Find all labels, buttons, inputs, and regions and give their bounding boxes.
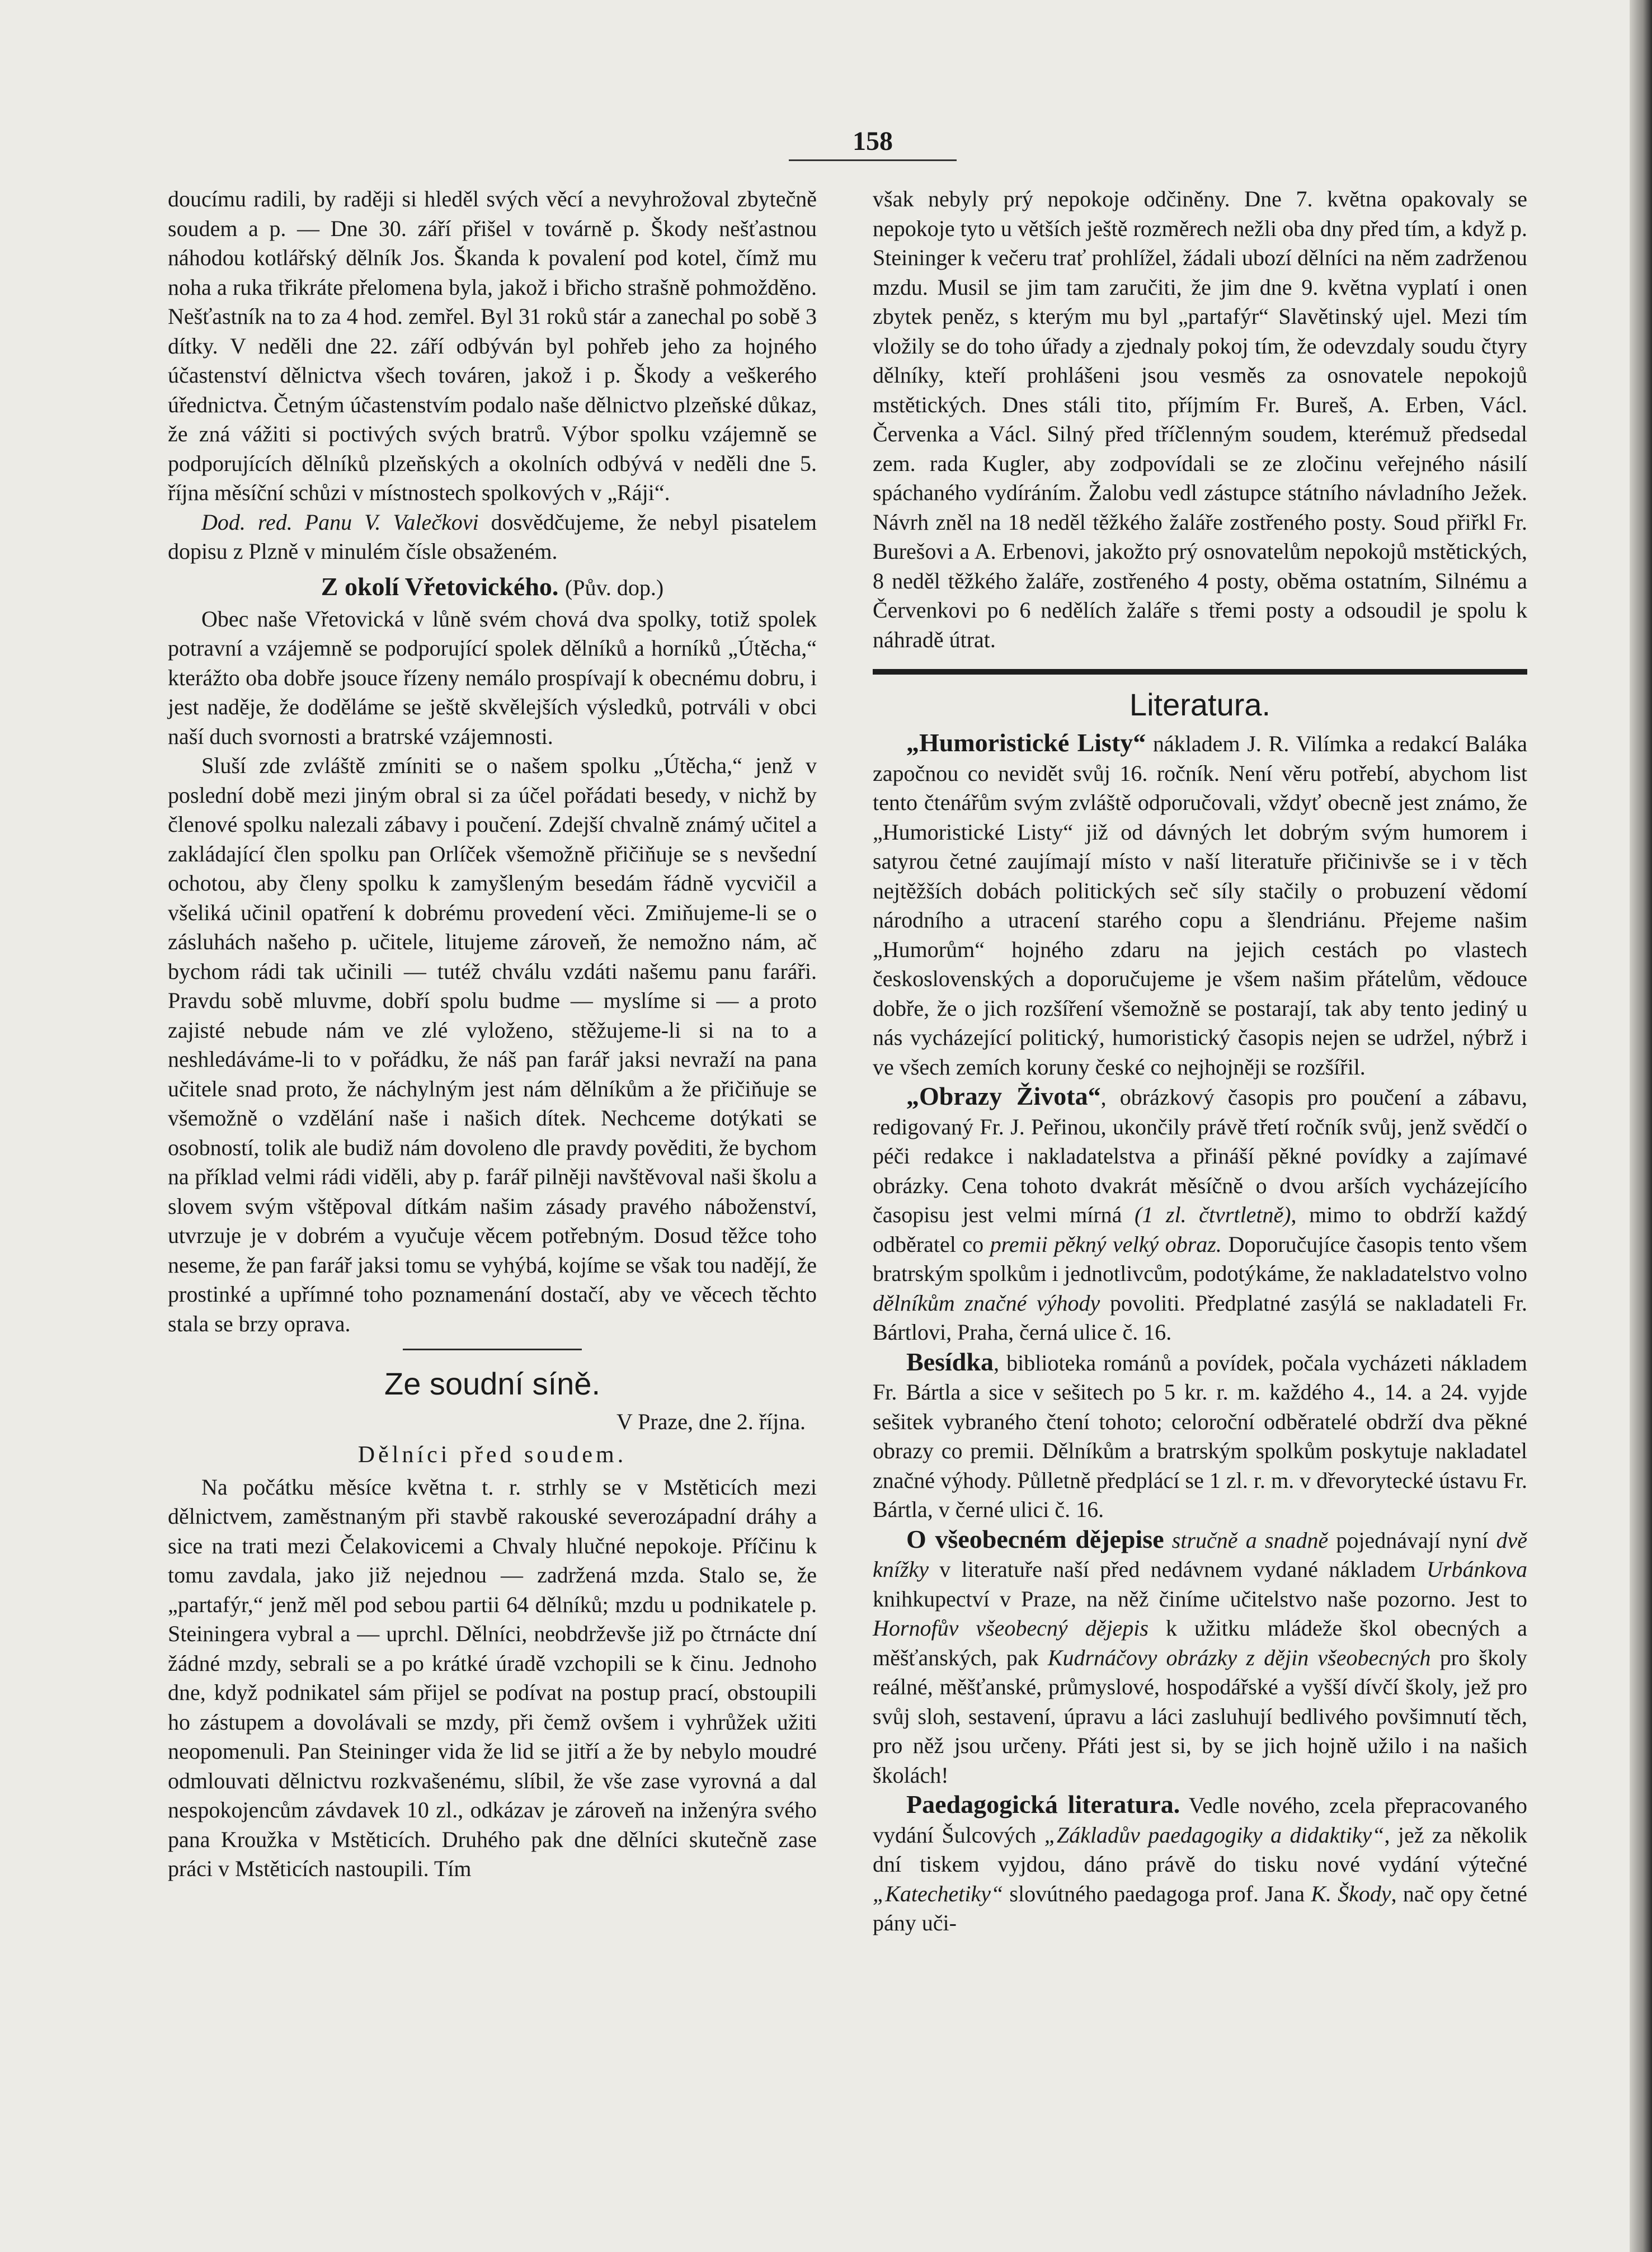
review-text: , biblioteka románů a povídek, počala vycházeti nákladem Fr. Bártla a sice v sešitech po 5 kr. r. m. každého 4., 14. a 24. vyjde sešitek vybraného čtení tohoto; celoroční odběratelé obdrží dva pěkné obrazy co premii. Dělníkům a bratrským spolkům poskytuje nakladatel značné výhody. Půlletně předplácí se 1 zl. r. m. v dřevorytecké ústavu Fr. Bártla, v černé ulici č. 16. [873,1350,1527,1522]
review-title: Besídka [906,1347,994,1376]
review-text: v literatuře naší před nedávnem vydané nákladem [928,1557,1427,1582]
review-obrazy-zivota [873,1082,1527,1348]
article-continuation: doucímu radili, by raději si hleděl svých věcí a nevyhrožoval zbytečně soudem a p. — Dne 30. září přišel v továrně p. Škody nešťastnou náhodou kotlářský dělník Jos. Škanda k povalení pod kotel, čímž mu noha a ruka třikráte přelomena byla, jakož i břicho strašně pohmožděno. Nešťastník na to za 4 hod. zemřel. Byl 31 roků stár a zanechal po sobě 3 dítky. V neděli dne 22. září odbýván byl pohřeb jeho za hojného účastenství dělnictva všech továren, jakož i p. Škody a veškerého úřednictva. Četným účastenstvím podalo naše dělnictvo plzeňské důkaz, že zná vážiti si poctivých svých bratrů. Výbor spolku vzájemně se podporujících dělníků plzeňských a okolních odbývá v neděli dne 5. října měsíční schůzi v místnostech spolkových v „Ráji“. [168,186,817,505]
review-text: pojednávají nyní [1328,1527,1496,1553]
section-heading-vretovice [168,570,817,605]
review-text: Vedle nového, zcela přepracovaného vydání Šulcových [873,1793,1527,1848]
review-text-italic: dělníkům značné výhody [873,1290,1100,1316]
review-title: Paedagogická literatura. [906,1790,1180,1818]
section-heading-literatura: Literatura. [1129,687,1271,722]
subheading-workers: Dělníci před soudem. [357,1441,627,1468]
review-title: „Humoristické Listy“ [906,728,1146,757]
review-text-italic: „Katechetiky“ [873,1881,1004,1906]
section-heading-court: Ze soudní síně. [384,1366,600,1401]
review-text-italic: „Základův paedagogiky a didaktiky“ [1044,1822,1385,1848]
paragraph: Na počátku měsíce května t. r. strhly se v Mstěticích mezi dělnictvem, zaměstnaným při stavbě rakouské severozápadní dráhy a sice na trati mezi Čelakovicemi a Chvaly hlučné nepokoje. Příčinu k tomu zavdala, jako již nejednou — zadržená mzda. Stalo se, že „partafýr,“ jenž měl pod sebou partii 64 dělníků; mzdu u podnikatele p. Steiningera vybral a — uprchl. Dělníci, neobdrževše již po čtrnácte dní žádné mzdy, sebrali se a po krátké úradě vzchopili se k činu. Jednoho dne, když podnikatel sám přijel se podívat na postup prací, obstoupili ho zástupem a dovolávali se mzdy, při čemž ovšem i vyhrůžek užiti neopomenuli. Pan Steininger vida že lid se jitří a že by nebylo moudré odmlouvati dělnictvu rozkvašenému, slíbil, že vše zase vyrovná a dal nespokojencům závdavek 10 zl., odkázav je zároveň na inženýra svého pana Kroužka v Mstěticích. Druhého pak dne dělníci skutečně zase práci v Mstěticích nastoupili. Tím [168,1474,817,1881]
review-title: „Obrazy Života“ [906,1082,1101,1110]
review-dejepis [873,1525,1527,1791]
review-text: povoliti. Předplatné zasýlá se nakladateli Fr. Bártlovi, Praha, černá ulice č. 16. [873,1290,1527,1345]
review-text: pro školy reálné, měšťanské, průmyslové, hospodářské a vyšší dívčí školy, jež pro svůj sloh, sestavení, úpravu a láci zasluhují bedlivého povšimnutí těch, pro něž jsou určeny. Přáti jest si, by se jich hojně užilo i na našich školách! [873,1645,1527,1788]
review-text: , mimo to obdrží každý odběratel co [873,1202,1527,1257]
review-text-italic: K. Škody [1311,1881,1391,1906]
section-divider [403,1349,582,1350]
review-text: k užitku mládeže škol obecných a měšťanských, pak [873,1615,1527,1670]
article-continuation: však nebyly prý nepokoje odčiněny. Dne 7. května opakovaly se nepokoje tyto u větších ještě rozměrech nežli oba dny před tím, a když p. Steininger k večeru trať prohlížel, žádali ubozí dělníci na něm zadrženou mzdu. Musil se jim tam zaručiti, že jim dne 9. května vyplatí i onen zbytek peněz, s kterým mu byl „partafýr“ Slavětinský ujel. Mezi tím vložily se do toho úřady a zjednaly pokoj tím, že odevzdaly soudu čtyry dělníky, kteří prohlášeni jsou vesměs za osnovatele nepokojů mstětických. Dnes stáli tito, příjmím Fr. Bureš, A. Erben, Václ. Červenka a Václ. Silný před tříčlenným soudem, kterémuž předsedal zem. rada Kugler, aby zodpovídali se ze zločinu veřejného násilí spáchaného vydíráním. Žalobu vedl zástupce státního návladního Ježek. Návrh zněl na 18 neděl těžkého žaláře zostřeného posty. Soud přiřkl Fr. Burešovi a A. Erbenovi, jakožto prý osnovatelům nepokojů mstětických, 8 neděl těžkého žaláře, zostřeného 4 posty, oběma ostatním, Silnému a Červenkovi po 6 nedělích žaláře s třemi posty a odsoudil je spolu k náhradě útrat. [873,186,1527,652]
review-text-italic: Hornofův všeobecný dějepis [873,1615,1149,1641]
editorial-note-text: dosvědčujeme, že nebyl pisatelem dopisu z Plzně v minulém čísle obsaženém. [168,509,817,564]
right-column [873,185,1527,1938]
review-besidka [873,1348,1527,1525]
review-text-italic: dvě knížky [873,1527,1527,1582]
editorial-note-lead: Dod. red. Panu V. Valečkovi [201,509,479,535]
editorial-note [168,508,817,567]
review-text-italic: Kudrnáčovy obrázky z dějin všeobecných [1047,1645,1431,1670]
review-text: nákladem J. R. Vilímka a redakcí Baláka započnou co nevidět svůj 16. ročník. Není věru potřebí, abychom list tento čtenářům svým zvláště odporučovali, vždyť obecně jest známo, že „Humoristické Listy“ již od dávných let dobrým svým humorem i satyrou četné zaujímají místo v naší literatuře přičinivše se i v těch nejtěžších dobách politických seč síly stačily o probuzení vědomí národního a utracení starého copu a šlendriánu. Přejeme našim „Humorům“ hojného zdaru na jejich cestách po vlastech československých a doporučujeme je všem našim přátelům, vědouce dobře, že o jich rozšíření všemožně se postarají, tak aby tento jediný u nás vycházející politický, humoristický časopis nejen se udržel, nýbrž i ve všech zemích koruny české co nejhojněji se rozšířil. [873,731,1527,1080]
section-divider-thick [873,669,1527,675]
review-text-italic: stručně a snadně [1164,1527,1329,1553]
review-text: Doporučujíce časopis tento všem bratrským spolkům i jednotlivcům, podotýkáme, že nakladatelstvo volno [873,1231,1527,1286]
heading-note: (Pův. dop.) [564,574,664,600]
paragraph: Obec naše Vřetovická v lůně svém chová dva spolky, totiž spolek potravní a vzájemně se podporující spolek dělníků a horníků „Útěcha,“ kterážto oba dobře jsouce řízeny nemálo prospívají k obecnému dobru, i jest naděje, že doděláme se ještě skvělejších výsledků, potrváli v obci naší duch svornosti a bratrské vzájemnosti. [168,606,817,749]
paragraph: Sluší zde zvláště zmíniti se o našem spolku „Útěcha,“ jenž v poslední době mezi jiným obral si za účel pořádati besedy, v nichž by členové spolku nalezali zábavy i poučení. Zdejší chvalně známý učitel a zakládající člen spolku pan Orlíček všemožně přičiňuje se s nevšední ochotou, aby členy spolku k zamyšleným besedám řádně vycvičil a všeliká učinil opatření k dobrému provedení věci. Zmiňujeme-li se o zásluhách našeho p. učitele, litujeme zároveň, že nemožno nám, ač bychom rádi tak učinili — tutéž chválu vzdáti našemu panu faráři. Pravdu sobě mluvme, dobří spolu budme — myslíme si — a proto zajisté nebude nám ve zlé vyloženo, stěžujeme-li si na to a neshledáváme-li to v pořádku, že náš pan farář jaksi nevraží na pana učitele snad proto, že náchylným jest nám dělníkům a že přičiňuje se všemožně o vzdělání naše i našich dítek. Nechceme dotýkati se osobností, tolik ale budiž nám dovoleno dle pravdy pověditi, že bychom na příklad velmi rádi viděli, aby p. farář pilněji navštěvoval naši školu a slovem svým vštěpoval dítkám našim zásady pravého náboženství, utvrzuje je v dobrém a vyučuje věcem potřebným. Dosud těžce toho neseme, že pan farář jaksi tomu se vyhýbá, kojíme se však tou nadějí, že prostinké a upřímné toho poznamenání dostačí, aby ve věcech těchto stala se brzy oprava. [168,753,817,1336]
review-paedagogicka [873,1790,1527,1938]
review-title: O všeobecném dějepise [906,1524,1164,1553]
review-text-italic: (1 zl. čtvrtletně) [1135,1202,1291,1227]
review-text: , nač opy četné pány uči- [873,1881,1528,1935]
review-text-italic: premii pěkný velký obraz. [990,1231,1222,1257]
review-text: knihkupectví v Praze, na něž činíme učitelstvo naše pozorno. Jest to [873,1586,1527,1612]
review-text: , obrázkový časopis pro poučení a zábavu, redigovaný Fr. J. Peřinou, ukončily právě třetí ročník svůj, jenž svědčí o péči redakce i nakladatelstva a přináší pěkné povídky a zajímavé obrázky. Cena tohoto dvakrát měsíčně o dvou arších vycházejícího časopisu jest velmi mírná [873,1085,1527,1227]
dateline: V Praze, dne 2. října. [616,1409,806,1434]
page-edge-shadow [1630,0,1652,2252]
page-number-rule [789,159,957,161]
left-column [168,185,817,1884]
review-text: slovútného paedagoga prof. Jana [1003,1881,1311,1906]
review-text-italic: Urbánkova [1427,1557,1527,1582]
review-humoristicke-listy [873,728,1527,1082]
heading-title: Z okolí Vřetovického. [321,572,559,601]
review-text: , jež za několik dní tiskem vyjdou, dáno právě do tisku nové vydání výtečné [873,1822,1527,1877]
page-number: 158 [853,126,893,156]
